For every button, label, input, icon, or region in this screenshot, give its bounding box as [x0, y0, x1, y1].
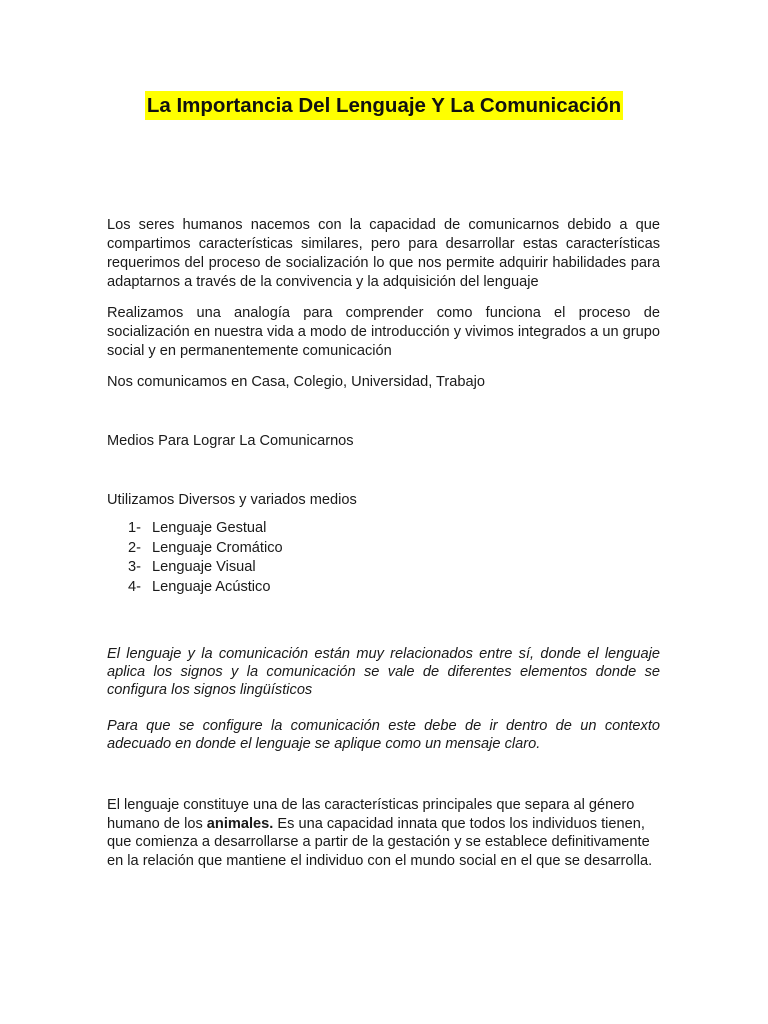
document-title: La Importancia Del Lenguaje Y La Comunicación [145, 91, 623, 120]
list-item-number: 4- [128, 578, 141, 595]
definition-text-end: Es una capacidad innata que todos los individuos tienen, que comienza a desarrollarse a partir de la gestación y se establece definitivamente en la relación que mantiene el individuo con el mundo social en el que se desarrolla. [107, 815, 653, 869]
list-item-number: 2- [128, 539, 141, 556]
list-item [128, 519, 283, 539]
section-subheading: Medios Para Lograr La Comunicarnos [107, 433, 354, 449]
italic-paragraph-context: Para que se configure la comunicación este debe de ir dentro de un contexto adecuado en donde el lenguaje se aplique como un mensaje claro. [107, 718, 660, 752]
media-list [128, 519, 283, 597]
list-intro: Utilizamos Diversos y variados medios [107, 492, 357, 508]
list-item [128, 578, 283, 598]
list-item-label: Lenguaje Acústico [152, 578, 271, 595]
definition-text-start: El lenguaje constituye una de las características principales que separa al género humano de los [107, 797, 635, 832]
definition-bold-word: animales. [206, 815, 274, 832]
paragraph-intro: Los seres humanos nacemos con la capacidad de comunicarnos debido a que compartimos características similares, pero para desarrollar estas características requerimos del proceso de socialización lo que nos permite adquirir habilidades para adaptarnos a través de la convivencia y la adquisición del lenguaje [107, 217, 660, 290]
list-item-number: 1- [128, 520, 141, 536]
list-item-label: Lenguaje Gestual [152, 520, 267, 536]
italic-paragraph-signs: El lenguaje y la comunicación están muy relacionados entre sí, donde el lenguaje aplica los signos y la comunicación se vale de diferentes elementos donde se configura los signos lingüísticos [107, 646, 660, 698]
paragraph-analogy: Realizamos una analogía para comprender como funciona el proceso de socialización en nuestra vida a modo de introducción y vivimos integrados a un grupo social y en permanentemente comunicación [107, 305, 660, 359]
paragraph-language-definition [107, 796, 660, 870]
list-item-label: Lenguaje Cromático [152, 539, 283, 556]
list-item [128, 539, 283, 559]
list-item-number: 3- [128, 559, 141, 575]
list-item-label: Lenguaje Visual [152, 559, 256, 575]
list-item [128, 558, 283, 578]
title-container [0, 91, 768, 120]
paragraph-places: Nos comunicamos en Casa, Colegio, Universidad, Trabajo [107, 374, 485, 390]
